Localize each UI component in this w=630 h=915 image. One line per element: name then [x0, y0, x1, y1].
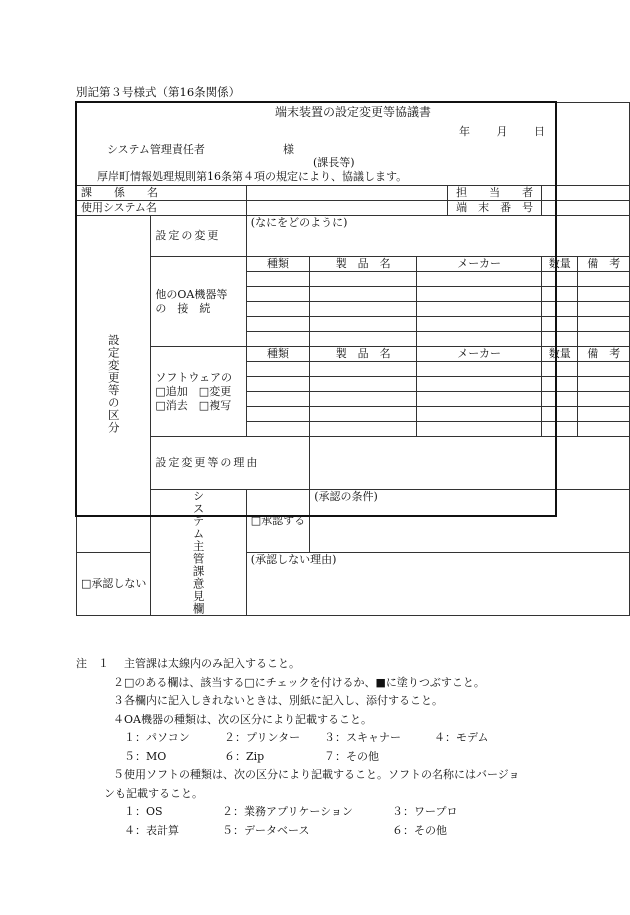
contact-value[interactable] — [542, 186, 630, 201]
note-item: ４ OA機器の種類は、次の区分により記載すること。 — [113, 712, 372, 726]
contact-label: 担 当 者 — [448, 186, 542, 201]
setting-change-field[interactable] — [246, 216, 629, 257]
oa-col-note: 備 考 — [578, 257, 630, 272]
note-item-5: ５ 使用ソフトの種類は、次の区分により記載すること。ソフトの名称にはバージョ — [113, 768, 520, 781]
opinion-label-cell — [151, 490, 246, 616]
software-label: ソフトウェアの □追加 □変更 □消去 □複写 — [151, 347, 246, 437]
note-item: ３ 各欄内に記入しきれないときは、別紙に記入し、添付すること。 — [113, 694, 443, 707]
sw-col-product: 製 品 名 — [310, 347, 417, 362]
system-label: 使用システム名 — [77, 201, 247, 216]
oa-col-qty: 数量 — [542, 257, 578, 272]
category-label: 設定変更等の区分 — [106, 334, 121, 434]
date-line — [459, 125, 545, 139]
reason-label: 設定変更等の理由 — [151, 437, 310, 490]
oa-col-type: 種類 — [246, 257, 309, 272]
software-checkbox-row2[interactable]: □消去 □複写 — [155, 398, 232, 412]
oa-types-row1: １：パソコン ２：プリンター ３：スキャナー ４：モデム — [124, 731, 489, 744]
form-label: 別記第３号様式（第16条関係） — [76, 85, 241, 99]
category-label-cell — [77, 216, 151, 553]
notes-section — [76, 655, 556, 840]
opinion-label: システム主管課意見欄 — [191, 490, 206, 615]
software-checkbox-row1[interactable]: □追加 □変更 — [155, 384, 232, 398]
reject-hint: (承認しない理由) — [250, 553, 337, 566]
addressee-sub: (課長等) — [313, 156, 355, 169]
section-label: 課 係 名 — [77, 186, 247, 201]
approve-hint: (承認の条件) — [314, 490, 378, 503]
system-value[interactable] — [246, 201, 447, 216]
oa-label: 他のOA機器等 の 接 続 — [151, 257, 246, 347]
sw-col-qty: 数量 — [542, 347, 578, 362]
note-item: 注 １ 主管課は太線内のみ記入すること。 — [76, 657, 300, 670]
note-item-5-cont: ンも記載すること。 — [104, 786, 203, 800]
terminal-value[interactable] — [542, 201, 630, 216]
oa-types-row2: ５：MO ６：Zip ７：その他 — [124, 749, 379, 763]
soft-types-row1: １：OS ２：業務アプリケーション ３：ワープロ — [124, 805, 458, 818]
date-year: 年 — [459, 125, 470, 138]
terminal-label: 端 末 番 号 — [448, 201, 542, 216]
oa-col-product: 製 品 名 — [310, 257, 417, 272]
reject-reason-field[interactable] — [246, 553, 629, 616]
setting-change-hint: (なにをどのように) — [250, 216, 348, 229]
approve-checkbox[interactable]: □承認する — [246, 490, 309, 553]
sw-col-note: 備 考 — [578, 347, 630, 362]
sw-col-type: 種類 — [246, 347, 309, 362]
date-month: 月 — [496, 125, 508, 138]
oa-col-maker: メーカー — [417, 257, 542, 272]
reject-checkbox[interactable]: □承認しない — [77, 553, 151, 616]
form-title: 端末装置の設定変更等協議書 — [274, 105, 431, 119]
agreement-form-table — [76, 102, 630, 616]
section-value[interactable] — [246, 186, 447, 201]
addressee-role: システム管理責任者 — [107, 143, 205, 156]
date-day: 日 — [534, 125, 545, 138]
header-cell — [77, 103, 630, 186]
setting-change-label: 設定の変更 — [151, 216, 246, 257]
approve-condition-field[interactable] — [310, 490, 630, 553]
sw-col-maker: メーカー — [417, 347, 542, 362]
note-item: ２ □のある欄は、該当する□にチェックを付けるか、■に塗りつぶすこと。 — [113, 675, 485, 689]
addressee-honorific: 様 — [283, 143, 294, 156]
intro-text: 厚岸町情報処理規則第16条第４項の規定により、協議します。 — [97, 170, 408, 183]
reason-field[interactable] — [310, 437, 630, 490]
soft-types-row2: ４：表計算 ５：データベース ６：その他 — [124, 823, 447, 837]
